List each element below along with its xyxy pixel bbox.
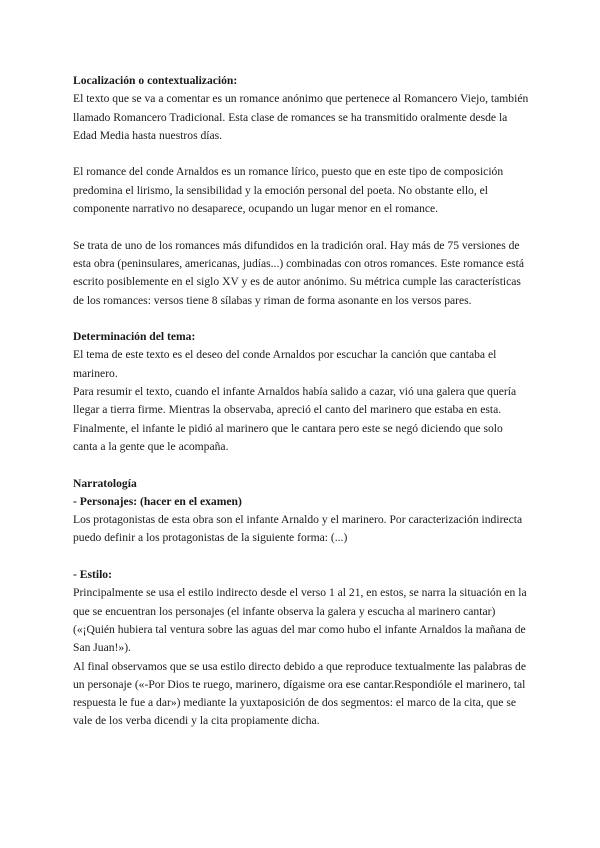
heading-narratologia: Narratología xyxy=(73,476,137,490)
subheading-personajes: - Personajes: (hacer en el examen) xyxy=(73,494,242,508)
paragraph: El romance del conde Arnaldos es un romance lírico, puesto que en este tipo de composición predomina el lirismo, la sensibilidad y la emoción personal del poeta. No obstante ello, el componente narrativo no desaparece, ocupando un lugar menor en el romance. xyxy=(73,165,504,216)
subheading-estilo: - Estilo: xyxy=(73,568,112,582)
spacer xyxy=(73,456,529,474)
spacer xyxy=(73,310,529,328)
document-page xyxy=(73,72,529,731)
paragraph: Para resumir el texto, cuando el infante Arnaldos había salido a cazar, vió una galera que quería llegar a tierra firme. Mientras la observaba, apreció el canto del marinero que estaba en esta. Finalmente, el infante le pidió al marinero que le cantara pero este se negó diciendo que solo canta a la gente que le acompaña. xyxy=(73,385,517,453)
spacer xyxy=(73,548,529,566)
paragraph: Al final observamos que se usa estilo directo debido a que reproduce textualmente las palabras de un personaje («-Por Dios te ruego, marinero, dígaisme ora ese cantar.Respondióle el marinero, tal respuesta le fue a dar») mediante la yuxtaposición de dos segmentos: el marco de la cita, que se vale de los verba dicendi y la cita propiamente dicha. xyxy=(73,659,526,728)
paragraph: Principalmente se usa el estilo indirecto desde el verso 1 al 21, en estos, se narra la situación en la que se encuentran los personajes (el infante observa la galera y escucha al marinero cantar) («¡Quién hubiera tal ventura sobre las aguas del mar como hubo el infante Arnaldos la mañana de San Juan!»). xyxy=(73,586,527,655)
paragraph: Los protagonistas de esta obra son el infante Arnaldo y el marinero. Por caracterización indirecta puedo definir a los protagonistas de la siguiente forma: (...) xyxy=(73,513,523,545)
paragraph: El texto que se va a comentar es un romance anónimo que pertenece al Romancero Viejo, también llamado Romancero Tradicional. Esta clase de romances se ha transmitido oralmente desde la Edad Media hasta nuestros días. xyxy=(73,92,529,142)
spacer xyxy=(73,145,529,163)
paragraph: Se trata de uno de los romances más difundidos en la tradición oral. Hay más de 75 versiones de esta obra (peninsulares, americanas, judías...) combinadas con otros romances. Este romance está escrito posiblemente en el siglo XV y es de autor anónimo. Su métrica cumple las características de los romances: versos tiene 8 sílabas y riman de forma asonante en los versos pares. xyxy=(73,238,525,307)
heading-tema: Determinación del tema: xyxy=(73,330,196,344)
paragraph: El tema de este texto es el deseo del conde Arnaldos por escuchar la canción que cantaba el marinero. xyxy=(73,348,497,380)
spacer xyxy=(73,218,529,236)
heading-localizacion: Localización o contextualización: xyxy=(73,74,238,87)
